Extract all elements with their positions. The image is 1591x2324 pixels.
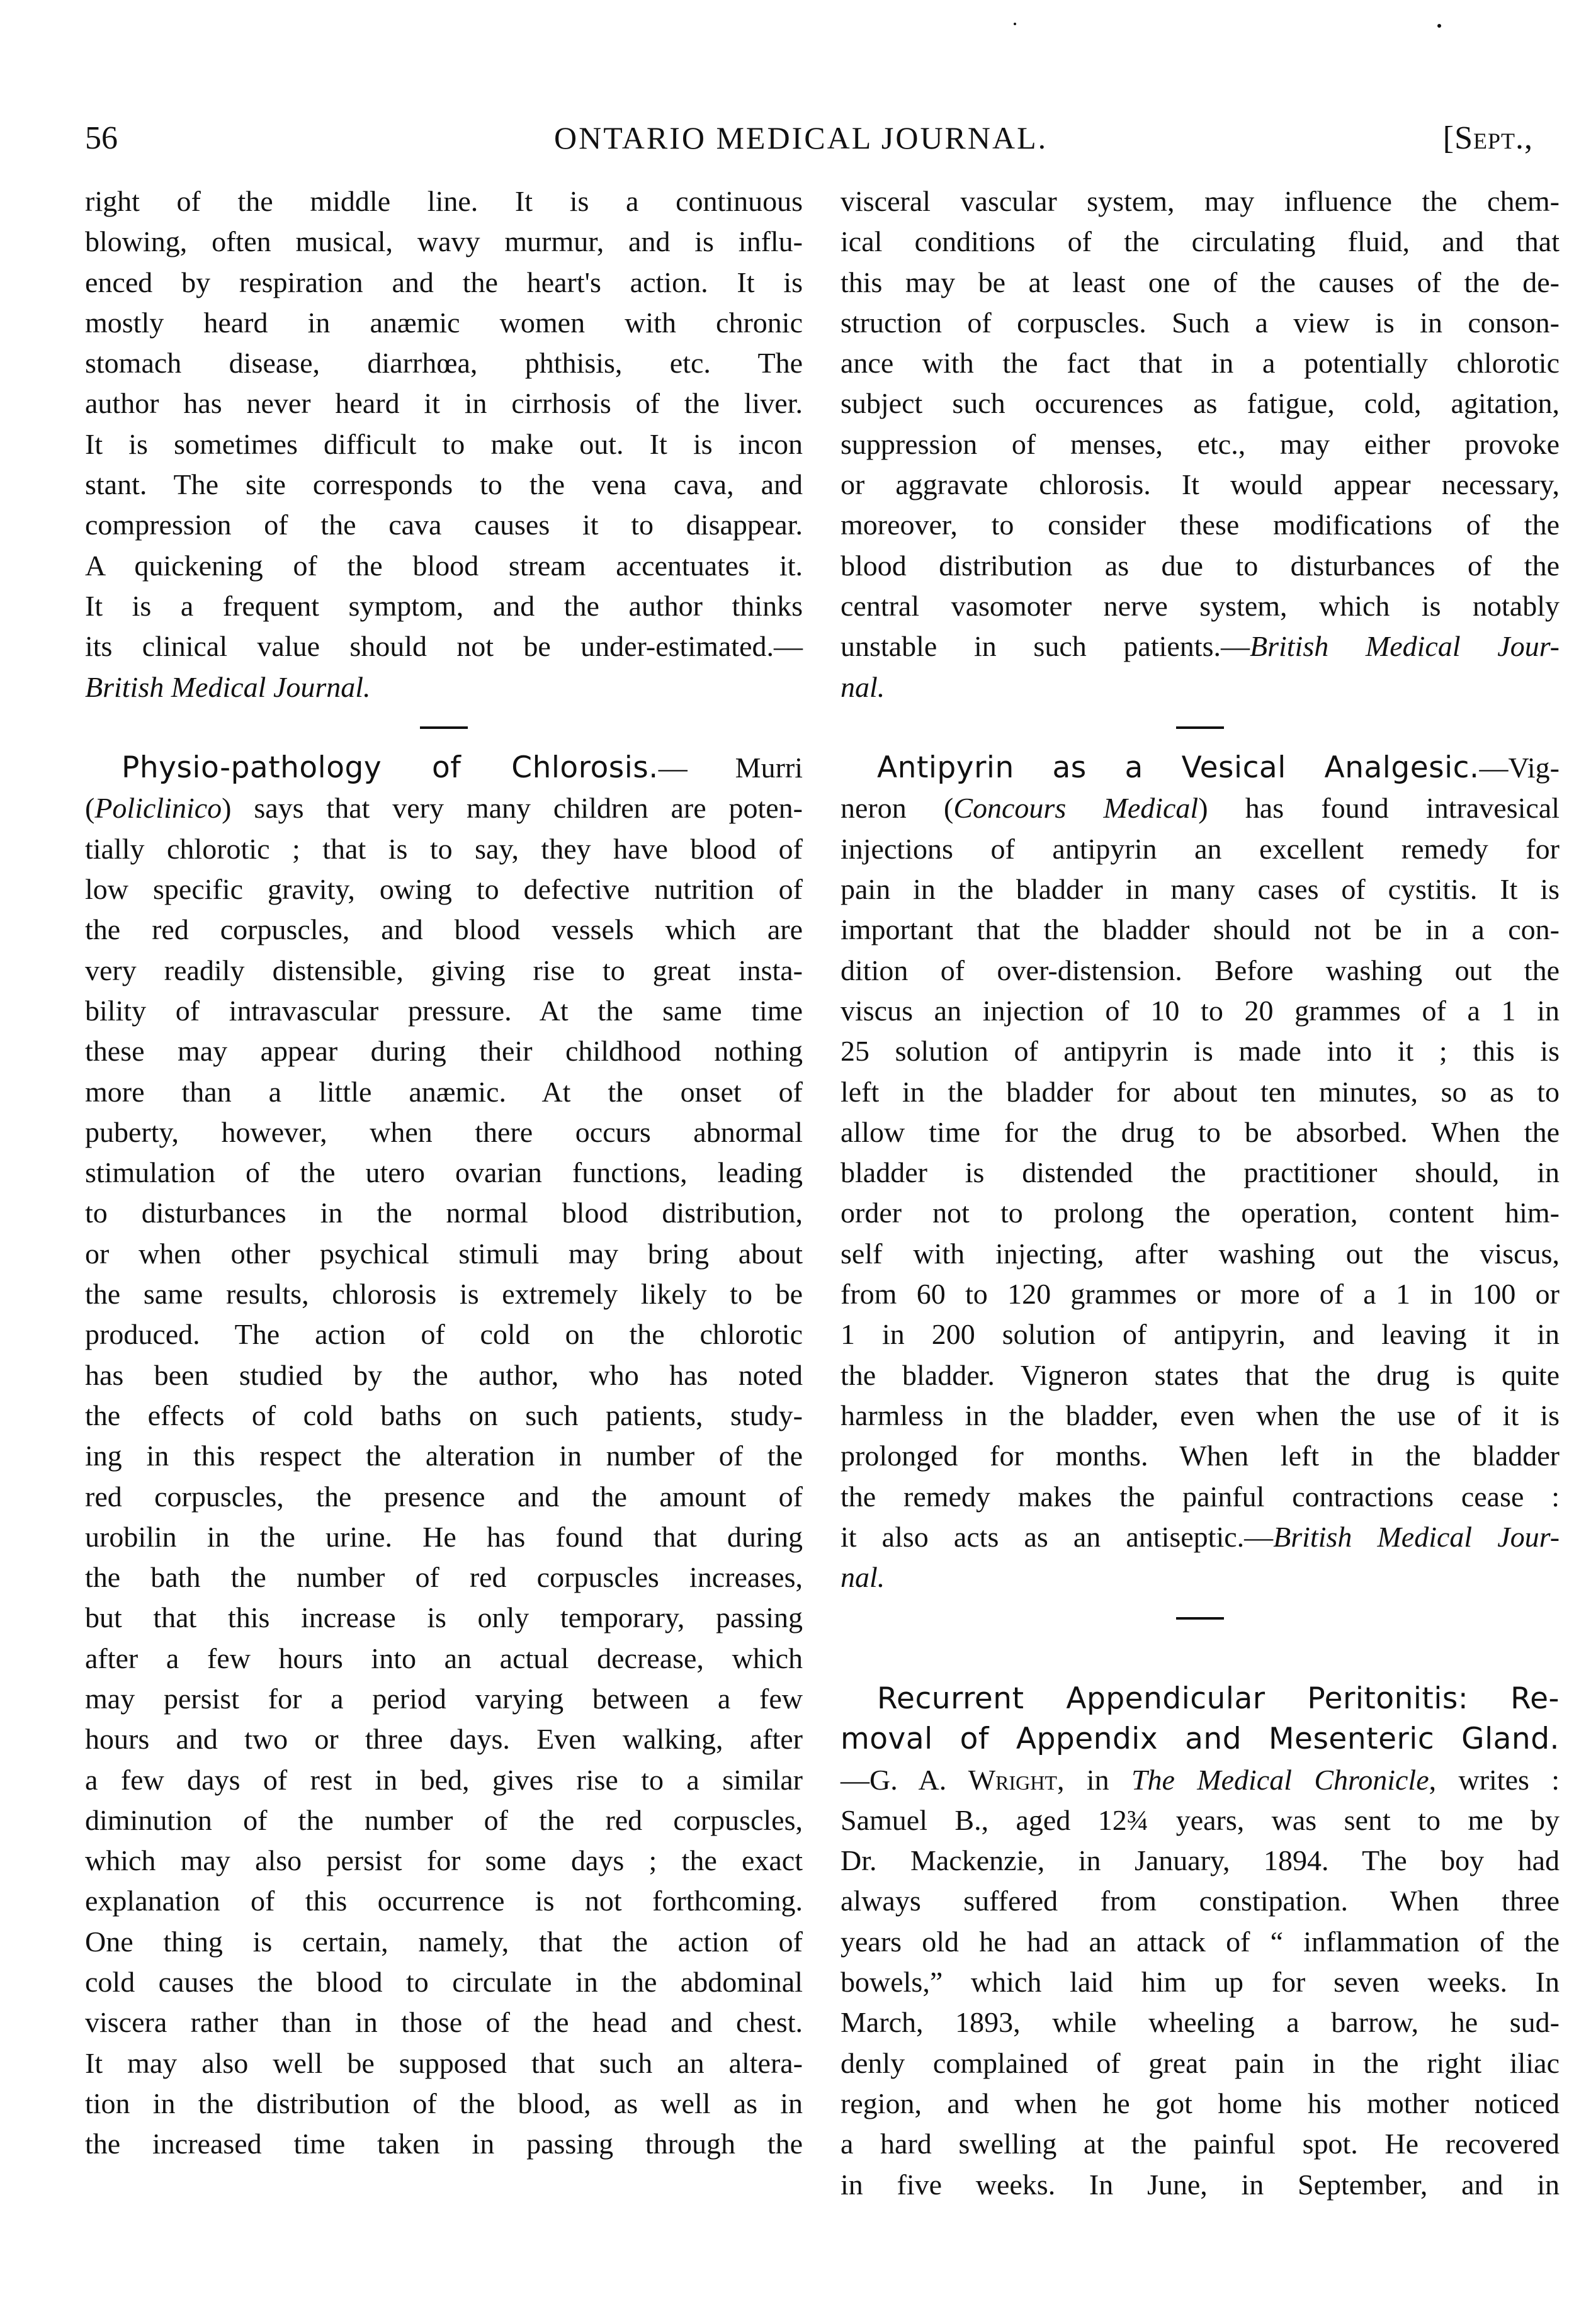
text-line: author has never heard it in cirrhosis of the liver. xyxy=(85,387,803,420)
text-line: dition of over-distension. Before washing out the xyxy=(841,954,1560,986)
continued-article xyxy=(85,181,803,708)
text-line: hours and two or three days. Even walking, after xyxy=(85,1723,803,1756)
text-line: It is a frequent symptom, and the author thinks xyxy=(85,589,803,622)
article-title: Recurrent Appendicular Peritonitis: Re- xyxy=(877,1681,1560,1716)
text-line: may persist for a period varying between a few xyxy=(85,1682,803,1715)
section-divider xyxy=(85,708,803,748)
text-line: explanation of this occurrence is not forthcoming. xyxy=(85,1885,803,1917)
text-line: viscera rather than in those of the head and chest. xyxy=(85,2006,803,2039)
text-line: One thing is certain, namely, that the action of xyxy=(85,1925,803,1958)
text-line: cold causes the blood to circulate in the abdominal xyxy=(85,1966,803,1999)
divider-rule xyxy=(1176,1617,1224,1620)
text-line: tially chlorotic ; that is to say, they have blood of xyxy=(85,832,803,865)
text-line: mostly heard in anæmic women with chronic xyxy=(85,306,803,339)
text-line: 25 solution of antipyrin is made into it ; this is xyxy=(841,1035,1560,1068)
text-line: harmless in the bladder, even when the use of it is xyxy=(841,1399,1560,1431)
text-line: Dr. Mackenzie, in January, 1894. The boy had xyxy=(841,1844,1560,1877)
text-line: the increased time taken in passing through the xyxy=(85,2128,803,2160)
text-line: the effects of cold baths on such patients, study- xyxy=(85,1399,803,1431)
author-name: G. A. Wright xyxy=(869,1763,1057,1796)
text-line: ing in this respect the alteration in number of the xyxy=(85,1440,803,1472)
article-title-cont: moval of Appendix and Mesenteric Gland. xyxy=(841,1722,1560,1757)
text-line: denly complained of great pain in the right iliac xyxy=(841,2046,1560,2079)
text-line: red corpuscles, the presence and the amount of xyxy=(85,1480,803,1513)
text-line: enced by respiration and the heart's action. It is xyxy=(85,266,803,298)
right-column xyxy=(841,181,1560,2205)
section-divider xyxy=(841,708,1560,748)
article-antipyrin xyxy=(841,748,1560,1598)
source-citation: British Medical Jour- xyxy=(1273,1520,1560,1553)
text-line: bowels,” which laid him up for seven weeks. In xyxy=(841,1966,1560,1999)
text-fragment: neron ( xyxy=(841,792,954,825)
text-line: It is sometimes difficult to make out. It is incon xyxy=(85,427,803,460)
text-line: the remedy makes the painful contractions cease : xyxy=(841,1480,1560,1513)
journal-title: ONTARIO MEDICAL JOURNAL. xyxy=(554,120,1048,155)
spacer xyxy=(841,1639,1560,1679)
page-number: 56 xyxy=(85,120,118,156)
text-line: struction of corpuscles. Such a view is in conson- xyxy=(841,306,1560,339)
text-line: suppression of menses, etc., may either provoke xyxy=(841,427,1560,460)
text-line: in five weeks. In June, in September, and in xyxy=(841,2168,1560,2201)
text-line: has been studied by the author, who has noted xyxy=(85,1358,803,1391)
cited-source: Concours Medical xyxy=(953,792,1199,825)
source-citation: British Medical Jour- xyxy=(1249,630,1560,663)
title-dash: — xyxy=(1479,752,1509,784)
cited-source: Policlinico xyxy=(94,792,222,825)
text-line: a hard swelling at the painful spot. He recovered xyxy=(841,2128,1560,2160)
text-line: blowing, often musical, wavy murmur, and is influ- xyxy=(85,225,803,258)
text-line: ance with the fact that in a potentially chlorotic xyxy=(841,347,1560,380)
text-line: injections of antipyrin an excellent remedy for xyxy=(841,832,1560,865)
text-line xyxy=(85,788,803,828)
text-line: ical conditions of the circulating fluid, and that xyxy=(841,225,1560,258)
text-line: low specific gravity, owing to defective nutrition of xyxy=(85,873,803,906)
text-line: March, 1893, while wheeling a barrow, he sud- xyxy=(841,2006,1560,2039)
cited-source: The Medical Chronicle xyxy=(1131,1763,1429,1796)
text-line: stomach disease, diarrhœa, phthisis, etc. The xyxy=(85,347,803,380)
text-line: its clinical value should not be under-estimated.— xyxy=(85,630,803,663)
text-line: the same results, chlorosis is extremely likely to be xyxy=(85,1278,803,1311)
text-line: blood distribution as due to disturbances of the xyxy=(841,549,1560,582)
text-fragment: ) has found intravesical xyxy=(1198,792,1560,825)
lead-in: Murri xyxy=(735,752,803,784)
text-line xyxy=(841,626,1560,667)
text-line: pain in the bladder in many cases of cystitis. It is xyxy=(841,873,1560,906)
text-line: or when other psychical stimuli may bring about xyxy=(85,1237,803,1270)
text-line: the red corpuscles, and blood vessels which are xyxy=(85,913,803,946)
text-line: produced. The action of cold on the chlorotic xyxy=(85,1318,803,1351)
text-line: central vasomoter nerve system, which is notably xyxy=(841,589,1560,622)
text-line: very readily distensible, giving rise to great insta- xyxy=(85,954,803,986)
text-line: region, and when he got home his mother noticed xyxy=(841,2087,1560,2119)
issue-month: [Sept., xyxy=(1442,120,1533,156)
source-citation-cont: nal. xyxy=(841,670,885,703)
lead-in: Vig- xyxy=(1508,752,1560,784)
text-line: visceral vascular system, may influence the chem- xyxy=(841,185,1560,217)
text-line: allow time for the drug to be absorbed. When the xyxy=(841,1115,1560,1148)
text-line: from 60 to 120 grammes or more of a 1 in 100 or xyxy=(841,1278,1560,1311)
text-line: It may also well be supposed that such an altera- xyxy=(85,2046,803,2079)
running-head xyxy=(85,120,1533,170)
source-citation-cont: nal. xyxy=(841,1561,885,1594)
text-line: which may also persist for some days ; the exact xyxy=(85,1844,803,1877)
text-fragment: , in xyxy=(1056,1763,1131,1796)
divider-rule xyxy=(420,726,468,729)
text-line: to disturbances in the normal blood distribution, xyxy=(85,1197,803,1229)
text-line: tion in the distribution of the blood, as well as in xyxy=(85,2087,803,2119)
text-line: but that this increase is only temporary, passing xyxy=(85,1601,803,1634)
article-title: Physio-pathology of Chlorosis. xyxy=(122,750,659,786)
text-line: years old he had an attack of “ inflammation of the xyxy=(841,1925,1560,1958)
paren: ( xyxy=(85,792,95,825)
text-line: order not to prolong the operation, content him- xyxy=(841,1197,1560,1229)
scan-speck xyxy=(1437,24,1441,28)
article-title: Antipyrin as a Vesical Analgesic. xyxy=(877,750,1480,786)
text-line: stant. The site corresponds to the vena cava, and xyxy=(85,468,803,501)
text-line: urobilin in the urine. He has found that during xyxy=(85,1520,803,1553)
text-line: diminution of the number of the red corpuscles, xyxy=(85,1803,803,1836)
text-line: these may appear during their childhood nothing xyxy=(85,1035,803,1068)
text-line: viscus an injection of 10 to 20 grammes of a 1 in xyxy=(841,994,1560,1027)
source-citation: British Medical Journal. xyxy=(85,670,371,703)
text-line: left in the bladder for about ten minutes, so as to xyxy=(841,1075,1560,1108)
chlorosis-continued xyxy=(841,181,1560,708)
article-chlorosis xyxy=(85,748,803,2164)
text-line: this may be at least one of the causes of the de- xyxy=(841,266,1560,298)
text-line: always suffered from constipation. When three xyxy=(841,1885,1560,1917)
text-line: or aggravate chlorosis. It would appear necessary, xyxy=(841,468,1560,501)
text-line: moreover, to consider these modifications of the xyxy=(841,509,1560,541)
article-heading-line xyxy=(85,748,803,788)
text-line: Samuel B., aged 12¾ years, was sent to me by xyxy=(841,1803,1560,1836)
text-line xyxy=(841,1517,1560,1557)
byline xyxy=(841,1760,1560,1800)
text-line: compression of the cava causes it to disappear. xyxy=(85,509,803,541)
text-line: subject such occurences as fatigue, cold, agitation, xyxy=(841,387,1560,420)
article-appendicitis xyxy=(841,1679,1560,2205)
text-line: 1 in 200 solution of antipyrin, and leaving it in xyxy=(841,1318,1560,1351)
text-fragment: unstable in such patients.— xyxy=(841,630,1250,663)
text-line: self with injecting, after washing out the viscus, xyxy=(841,1237,1560,1270)
text-fragment: , writes : xyxy=(1429,1763,1560,1796)
text-line: the bladder. Vigneron states that the drug is quite xyxy=(841,1358,1560,1391)
article-heading-line xyxy=(841,748,1560,788)
text-line: after a few hours into an actual decrease, which xyxy=(85,1642,803,1674)
article-heading-line xyxy=(841,1679,1560,1719)
text-fragment: ) says that very many children are poten- xyxy=(222,792,803,825)
text-line: bility of intravascular pressure. At the same time xyxy=(85,994,803,1027)
text-line: A quickening of the blood stream accentuates it. xyxy=(85,549,803,582)
divider-rule xyxy=(1176,726,1224,729)
article-heading-line xyxy=(841,1719,1560,1759)
text-line: important that the bladder should not be in a con- xyxy=(841,913,1560,946)
title-dash: — xyxy=(658,752,688,784)
text-line: prolonged for months. When left in the bladder xyxy=(841,1440,1560,1472)
text-line: stimulation of the utero ovarian functions, leading xyxy=(85,1156,803,1189)
section-divider xyxy=(841,1598,1560,1638)
scan-speck xyxy=(1014,23,1016,25)
text-line: the bath the number of red corpuscles increases, xyxy=(85,1561,803,1594)
text-line: a few days of rest in bed, gives rise to a similar xyxy=(85,1763,803,1796)
left-column xyxy=(85,181,803,2165)
text-line: right of the middle line. It is a continuous xyxy=(85,185,803,217)
text-line xyxy=(841,788,1560,828)
text-line: bladder is distended the practitioner should, in xyxy=(841,1156,1560,1189)
byline-dash: — xyxy=(841,1763,869,1796)
text-line: puberty, however, when there occurs abnormal xyxy=(85,1115,803,1148)
text-line: more than a little anæmic. At the onset of xyxy=(85,1075,803,1108)
text-fragment: it also acts as an antiseptic.— xyxy=(841,1520,1274,1553)
